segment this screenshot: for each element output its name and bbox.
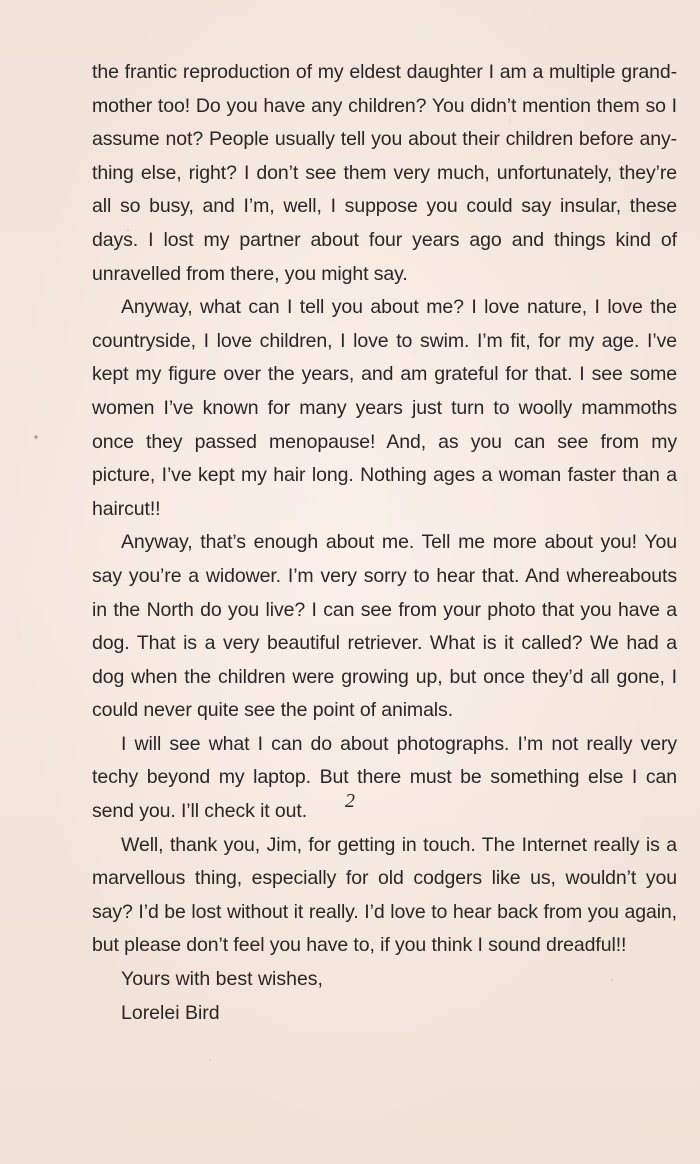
paragraph-5: Well, thank you, Jim, for getting in touch. The Internet really is a marvellous thing, especially for old codgers like us, wouldn’t you say? I’d be lost without it really. I’d love to hear back from you again, but please don’t feel you have to, if you think I sound dreadful!! (92, 833, 677, 957)
letter-salutation: Yours with best wishes, (121, 968, 323, 991)
paragraph-2: Anyway, what can I tell you about me? I love nature, I love the countryside, I love children, I love to swim. I’m fit, for my age. I’ve kept my figure over the years, and am grateful for that. I see some women I’ve known for many years just turn to woolly mammoths once they passed menopause! And, as you can see from my picture, I’ve kept my hair long. Nothing ages a woman faster than a haircut!! (92, 296, 677, 520)
paragraph-4: I will see what I can do about photographs. I’m not really very techy beyond my laptop. But there must be something else I can send you. I’ll check it out. (92, 732, 677, 823)
page-number: 2 (345, 790, 355, 812)
body-text (92, 56, 677, 1030)
paragraph-3: Anyway, that’s enough about me. Tell me more about you! You say you’re a widower. I’m very sorry to hear that. And whereabouts in the North do you live? I can see from your photo that you have a dog. That is a very beautiful retriever. What is it called? We had a dog when the children were growing up, but once they’d all gone, I could never quite see the point of animals. (92, 531, 677, 722)
letter-signature: Lorelei Bird (121, 1001, 220, 1024)
paragraph-1: the frantic reproduction of my eldest daughter I am a multiple grand-mother too! Do you have any children? You didn’t mention them so I assume not? People usually tell you about their children before any-thing else, right? I don’t see them very much, unfortunately, they’re all so busy, and I’m, well, I suppose you could say insular, these days. I lost my partner about four years ago and things kind of unravelled from there, you might say. (92, 61, 677, 285)
